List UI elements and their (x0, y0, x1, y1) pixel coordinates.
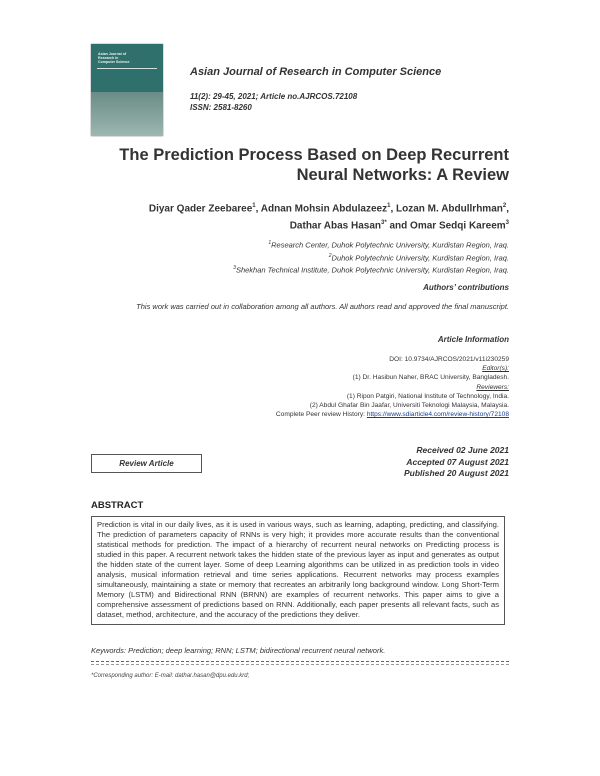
paper-title (89, 145, 509, 185)
cover-divider (97, 68, 157, 69)
journal-citation: 11(2): 29-45, 2021; Article no.AJRCOS.72108 (190, 92, 358, 101)
affiliations (49, 238, 509, 276)
author-line (69, 199, 509, 216)
author-list (69, 199, 509, 234)
affiliation-mark: 3 (233, 265, 236, 271)
contributions-text: This work was carried out in collaboration among all authors. All authors read and approved the final manuscript. (136, 302, 509, 311)
author-separator: , (255, 203, 261, 215)
affiliation (49, 251, 509, 264)
affiliation (49, 263, 509, 276)
reviewer-entry: (2) Abdul Ghafar Bin Jaafar, Universiti Teknologi Malaysia, Malaysia. (309, 402, 509, 410)
divider (91, 661, 509, 662)
affiliation-text: Research Center, Duhok Polytechnic University, Kurdistan Region, Iraq. (271, 240, 509, 250)
affiliation-mark: 1 (268, 240, 272, 246)
cover-title-line: Research in (98, 56, 119, 60)
article-type-badge: Review Article (91, 454, 202, 473)
article-info (89, 355, 509, 419)
publication-dates (404, 445, 509, 480)
corresponding-author: *Corresponding author: E-mail: dathar.hasan@dpu.edu.krd; (91, 673, 250, 679)
affiliation-text: Shekhan Technical Institute, Duhok Polytechnic University, Kurdistan Region, Iraq. (235, 265, 509, 275)
author-affil-mark: 3* (381, 220, 387, 227)
divider (91, 664, 509, 665)
author-separator: , (390, 203, 397, 215)
editors-label: Editor(s): (482, 365, 509, 373)
author-name: Lozan M. Abdullrhman (396, 203, 503, 215)
author-name: Omar Sedqi Kareem (410, 220, 506, 232)
review-history-label: Complete Peer review History: (275, 411, 365, 419)
author-name: Dathar Abas Hasan (289, 220, 382, 232)
cover-title-line: Computer Science (98, 60, 130, 64)
author-affil-mark: 3 (505, 220, 509, 227)
review-history (89, 410, 509, 419)
contributions-heading: Authors’ contributions (423, 283, 509, 292)
accepted-date: Accepted 07 August 2021 (406, 456, 509, 467)
author-affil-mark: 2 (502, 203, 507, 209)
received-date: Received 02 June 2021 (416, 445, 509, 455)
cover-title-line: Asian Journal of (98, 52, 127, 56)
review-history-link[interactable]: https://www.sdiarticle4.com/review-history/72108 (366, 411, 509, 419)
affiliation-mark: 2 (328, 252, 332, 259)
editor-entry: (1) Dr. Hasibun Naher, BRAC University, Bangladesh. (352, 374, 509, 382)
reviewer-entry: (1) Ripon Patgiri, National Institute of Technology, India. (346, 392, 509, 400)
author-name: Adnan Mohsin Abdulazeez (260, 203, 388, 215)
author-affil-mark: 1 (387, 203, 391, 209)
journal-title: Asian Journal of Research in Computer Science (190, 66, 442, 78)
journal-info (190, 91, 357, 113)
author-separator: , (506, 203, 509, 215)
published-date: Published 20 August 2021 (403, 468, 509, 478)
journal-cover-image (91, 44, 163, 136)
author-separator: and (386, 220, 411, 232)
affiliation-text: Duhok Polytechnic University, Kurdistan Region, Iraq. (331, 253, 509, 262)
paper-title-line: The Prediction Process Based on Deep Recurrent (119, 146, 509, 164)
paper-title-line: Neural Networks: A Review (296, 166, 509, 184)
abstract-text: Prediction is vital in our daily lives, as it is used in various ways, such as learning, adapting, predicting, and classifying. The prediction of parameters capacity of RNNs is very high; it provides more accurate results than the conventional statistical methods for prediction. The impact of a hierarchy of recurrent neural networks on Predicting process is studied in this paper. A recurrent network takes the hidden state of the previous layer as input and generates as output the hidden state of the current layer. Some of deep Learning algorithms can be utilized in as prediction tools in video analysis, musical information retrieval and time series applications. Recurrent networks may process examples simultaneously, maintaining a state or memory that recreates an arbitrarily long background window. Long Short-Term Memory (LSTM) and Bidirectional RNN (BRNN) are examples of recurrent networks. This paper aims to give a comprehensive assessment of predictions based on RNN. Additionally, each paper presents all relevant facts, such as dataset, method, architecture, and the accuracy of the predictions they deliver. (91, 516, 505, 625)
abstract-heading: ABSTRACT (91, 500, 144, 511)
affiliation (49, 238, 509, 251)
article-info-heading: Article Information (437, 335, 509, 344)
keywords: Keywords: Prediction; deep learning; RNN; LSTM; bidirectional recurrent neural network. (91, 646, 386, 655)
author-name: Diyar Qader Zeebaree (148, 203, 253, 215)
journal-issn: ISSN: 2581-8260 (190, 103, 252, 112)
doi: DOI: 10.9734/AJRCOS/2021/v11i230259 (389, 356, 509, 363)
reviewers-label: Reviewers: (476, 383, 509, 391)
author-line (69, 216, 509, 233)
author-affil-mark: 1 (252, 203, 256, 209)
